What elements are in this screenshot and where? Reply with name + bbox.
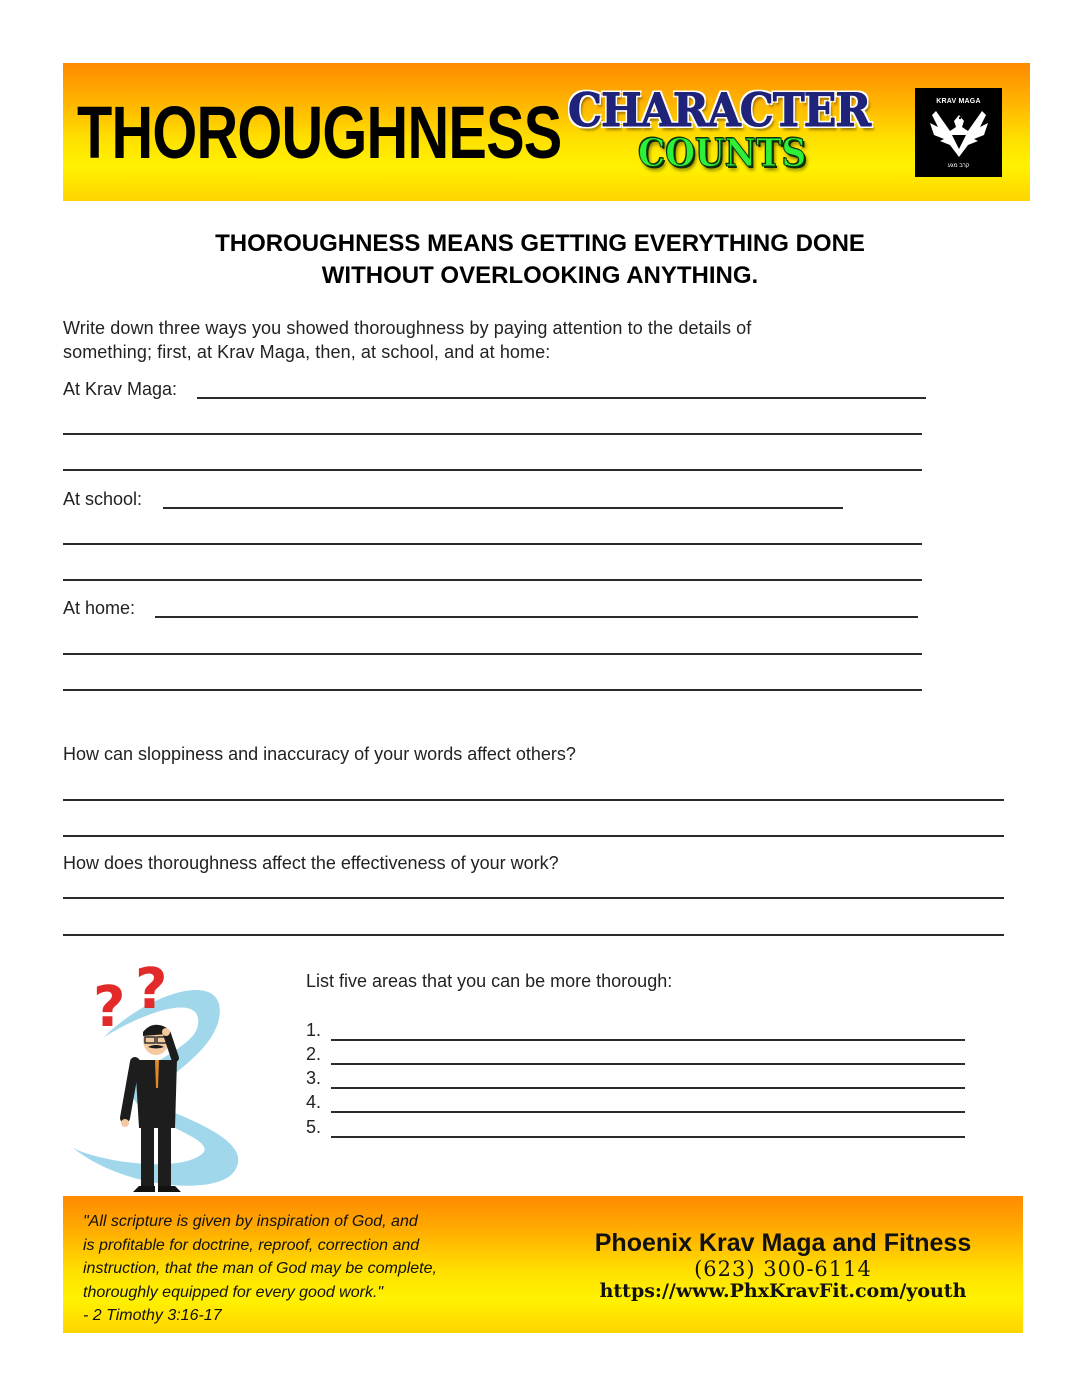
logo-text: KRAV MAGA (936, 98, 981, 105)
svg-text:?: ? (135, 957, 168, 1022)
question-effectiveness: How does thoroughness affect the effectiveness of your work? (63, 853, 559, 873)
quote-line-4: thoroughly equipped for every good work." (83, 1283, 384, 1301)
eagle-icon (926, 105, 992, 163)
question-sloppiness: How can sloppiness and inaccuracy of your words affect others? (63, 744, 576, 764)
confused-man-illustration (63, 948, 303, 1196)
quote-line-1: "All scripture is given by inspiration of God, and (83, 1213, 418, 1230)
organization-name: Phoenix Krav Maga and Fitness (594, 1229, 972, 1257)
answer-line-home-3[interactable] (63, 689, 922, 691)
quote-line-2: is profitable for doctrine, reproof, correction and (83, 1236, 420, 1254)
answer-line-school-2[interactable] (63, 543, 922, 545)
list-answer-line-2[interactable] (331, 1063, 965, 1065)
headline-line-1: THOROUGHNESS MEANS GETTING EVERYTHING DONE (215, 230, 865, 257)
section-label-home: At home: (63, 598, 136, 618)
list-number-3: 3. (306, 1068, 322, 1088)
answer-line-home-1[interactable] (155, 616, 918, 618)
list-answer-line-5[interactable] (331, 1136, 965, 1138)
confused-man-icon (63, 948, 303, 1196)
intro-line-2: something; first, at Krav Maga, then, at school, and at home: (63, 342, 551, 362)
footer-banner (63, 1196, 1023, 1333)
krav-maga-logo (915, 88, 1002, 177)
list-answer-line-4[interactable] (331, 1111, 965, 1113)
scripture-quote (83, 1210, 523, 1328)
organization-url[interactable]: https://www.PhxKravFit.com/youth (599, 1280, 967, 1302)
header-banner (63, 63, 1030, 201)
answer-line-krav-maga-3[interactable] (63, 469, 922, 471)
list-answer-line-3[interactable] (331, 1087, 965, 1089)
svg-text:?: ? (93, 975, 126, 1040)
list-number-4: 4. (306, 1092, 322, 1112)
worksheet-title: THOROUGHNESS (77, 91, 562, 174)
list-number-5: 5. (306, 1117, 322, 1137)
section-label-school: At school: (63, 489, 143, 509)
list-answer-line-1[interactable] (331, 1039, 965, 1041)
answer-line-krav-maga-2[interactable] (63, 433, 922, 435)
answer-line-krav-maga-1[interactable] (197, 397, 926, 399)
quote-citation: - 2 Timothy 3:16-17 (83, 1307, 222, 1324)
answer-line-q2-1[interactable] (63, 897, 1004, 899)
headline (60, 228, 1020, 292)
headline-line-2: WITHOUT OVERLOOKING ANYTHING. (321, 262, 759, 289)
answer-line-q2-2[interactable] (63, 934, 1004, 936)
answer-line-q1-1[interactable] (63, 799, 1004, 801)
answer-line-q1-2[interactable] (63, 835, 1004, 837)
list-prompt: List five areas that you can be more thorough: (306, 971, 673, 991)
quote-line-3: instruction, that the man of God may be complete, (83, 1260, 437, 1277)
answer-line-school-1[interactable] (163, 507, 843, 509)
intro-line-1: Write down three ways you showed thoroughness by paying attention to the details of (63, 318, 752, 338)
character-counts-logo-line1: CHARACTER (568, 83, 871, 137)
section-label-krav-maga: At Krav Maga: (63, 379, 178, 399)
organization-phone: (623) 300-6114 (694, 1257, 872, 1281)
character-counts-logo-line2: COUNTS (638, 130, 807, 175)
logo-hebrew-text: קרב מגע (947, 163, 970, 169)
list-number-2: 2. (306, 1044, 322, 1064)
list-number-1: 1. (306, 1020, 322, 1040)
answer-line-school-3[interactable] (63, 579, 922, 581)
answer-line-home-2[interactable] (63, 653, 922, 655)
intro-instructions (63, 316, 963, 364)
